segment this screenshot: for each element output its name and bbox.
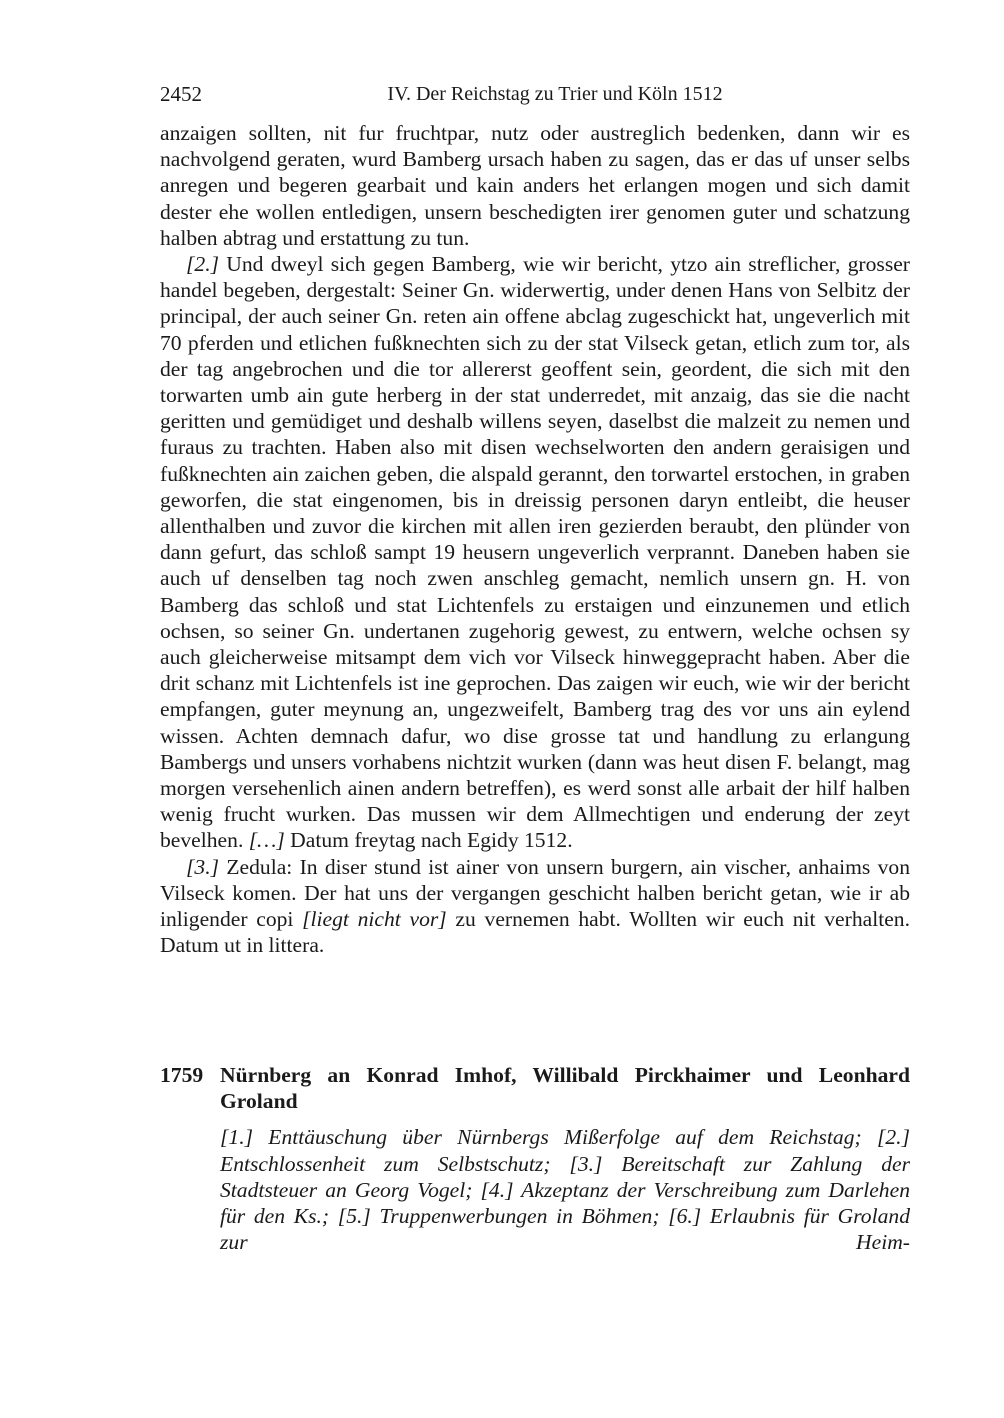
- page-number: 2452: [160, 82, 202, 106]
- document-heading: [160, 1062, 910, 1114]
- running-title: IV. Der Reichstag zu Trier und Köln 1512: [387, 83, 723, 105]
- paragraph-1: anzaigen sollten, nit fur fruchtpar, nutz oder austreglich bedenken, dann wir es nachvolgend geraten, wurd Bamberg ursach haben zu sagen, das er das uf unser selbs anregen und begeren gearbait und kain anders het erlangen mogen und sich damit dester ehe wollen entledigen, unsern beschedigten irer genomen guter und schatzung halben abtrag und erstattung zu tun.: [160, 121, 910, 250]
- document-title: Nürnberg an Konrad Imhof, Willibald Pirckhaimer und Leonhard Groland: [220, 1063, 910, 1114]
- paragraph-text: Datum freytag nach Egidy 1512.: [284, 828, 573, 853]
- body-text: [160, 120, 910, 959]
- running-head: [160, 80, 910, 108]
- paragraph-text: zu vernemen habt. Wollten wir euch nit verhalten. Datum ut in littera.: [160, 907, 910, 958]
- paragraph-text: Und dweyl sich gegen Bamberg, wie wir bericht, ytzo ain streflicher, grosser handel begeben, dergestalt: Seiner Gn. widerwertig, under denen Hans von Selbitz der principal, der auch seiner Gn. reten ain offene abclag zugeschickt hat, ungeverlich mit 70 pferden und etlichen fußknechten sich zu der stat Vilseck getan, etlich zum tor, als der tag angebrochen und die tor allererst geoffent sein, geordent, die sich mit den torwarten umb ain gute herberg in der stat underredet, mit anzaig, das sie die nacht geritten und gemüdiget und deshalb willens seyen, daselbst die malzeit zu nemen und furaus zu trachten. Haben also mit disen wechselworten den andern geraisigen und fußknechten ain zaichen geben, die alspald gerannt, den torwartel erstochen, in graben geworfen, die stat eingenomen, bis in dreissig personen daryn entleibt, die heuser allenthalben und zuvor die kirchen mit allen iren gezierden beraubt, den plünder von dann gefurt, das schloß sampt 19 heusern ungeverlich verprannt. Daneben haben sie auch uf denselben tag noch zwen anschleg gemacht, nemlich unsern gn. H. von Bamberg das schloß und stat Lichtenfels zu erstaigen und einzunemen und etlich ochsen, so seiner Gn. undertanen zugehorig gewest, zu entwern, welche ochsen sy auch gleicherweise mitsampt dem vich vor Vilseck hinweggepracht haben. Aber die drit schanz mit Lichtenfels ist ine geprochen. Das zaigen wir euch, wie wir der bericht empfangen, guter meynung an, ungezweifelt, Bamberg trag des vor uns ain eylend wissen. Achten demnach dafur, wo dise grosse tat und handlung zu erlangung Bambergs und unsers vorhabens nichtzit wurken (dann was heut disen F. belangt, mag morgen versehenlich ainen andern betreffen), es werd sonst alle arbait der hilf halben wenig frucht wurken. Das mussen wir dem Allmechtigen und enderung der zeyt bevelhen.: [160, 252, 910, 853]
- document-regest: [1.] Enttäuschung über Nürnbergs Mißerfolge auf dem Reichstag; [2.] Entschlossenheit zum Selbstschutz; [3.] Bereitschaft zur Zahlung der Stadtsteuer an Georg Vogel; [4.] Akzeptanz der Verschreibung zum Darlehen für den Ks.; [5.] Truppenwerbungen in Böhmen; [6.] Erlaubnis für Groland zur Heim-: [220, 1125, 910, 1255]
- omission-mark: […]: [248, 828, 285, 853]
- editorial-note: [liegt nicht vor]: [302, 907, 447, 932]
- paragraph-number: [3.]: [186, 854, 220, 879]
- paragraph-3: [160, 854, 910, 959]
- document-number: 1759: [160, 1063, 204, 1087]
- paragraph-2: [160, 251, 910, 854]
- document-entry: [160, 1062, 910, 1255]
- paragraph-number: [2.]: [186, 252, 220, 277]
- paragraph-text: Zedula: In diser stund ist ainer von unsern burgern, ain vischer, anhaims von Vilseck komen. Der hat uns der vergangen geschicht halben bericht getan, wie ir ab inligender copi: [160, 854, 910, 932]
